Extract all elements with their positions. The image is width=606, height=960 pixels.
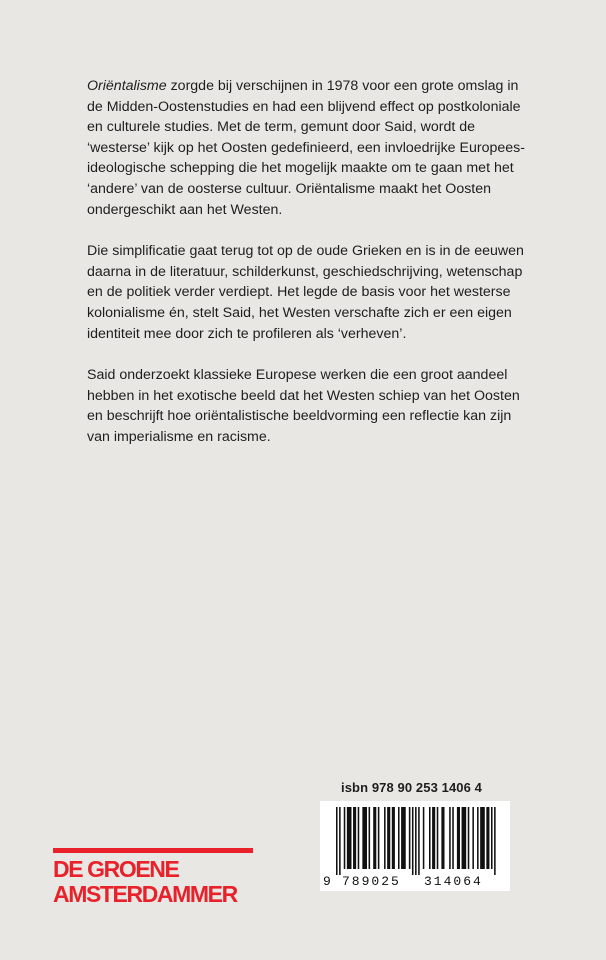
barcode-bar	[429, 807, 431, 869]
de-groene-amsterdammer-logo	[53, 848, 253, 907]
barcode-bar	[369, 807, 371, 869]
barcode-bar	[486, 807, 489, 869]
blurb-paragraph-2: Die simplificatie gaat terug tot op de oude Grieken en is in de eeuwen daarna in de literatuur, schilderkunst, geschiedschrijving, wetenschap en de politiek verder verdiept. Het legde de basis voor het westerse kolonialisme én, stelt Said, het Westen verschafte zich er een eigen identiteit mee door zich te profileren als ‘verheven’.	[87, 243, 524, 342]
logo-line-2: AMSTERDAMMER	[53, 881, 237, 907]
barcode-bar	[392, 807, 395, 869]
barcode-bar	[347, 807, 352, 869]
barcode-bar	[336, 807, 338, 875]
barcode-bar	[373, 807, 376, 869]
blurb-paragraph-3: Said onderzoekt klassieke Europese werken die een groot aandeel hebben in het exotische beeld dat het Westen schiep van het Oosten en beschrijft hoe oriëntalistische beeldvorming een reflectie kan zijn van imperialisme en racisme.	[87, 367, 520, 445]
barcode-digits-right: 314064	[424, 874, 483, 889]
barcode-bar	[384, 807, 386, 869]
barcode-bar	[387, 807, 390, 869]
barcode	[320, 801, 510, 891]
barcode-bar	[457, 807, 460, 869]
barcode-bar	[477, 807, 479, 869]
barcode-graphic	[320, 801, 510, 891]
barcode-bar	[491, 807, 493, 869]
barcode-bar	[398, 807, 400, 869]
barcode-bar	[472, 807, 474, 869]
barcode-bar	[353, 807, 356, 869]
logo-red-bar	[53, 848, 253, 853]
barcode-bar	[358, 807, 360, 869]
barcode-bar	[468, 807, 470, 869]
barcode-bar	[418, 807, 420, 875]
barcode-bar	[423, 807, 425, 869]
barcode-bar	[362, 807, 367, 869]
barcode-bar	[415, 807, 417, 875]
barcode-bar	[437, 807, 439, 869]
blurb-paragraph-1-text: zorgde bij verschijnen in 1978 voor een grote omslag in de Midden-Oostenstudies en had een blijvend effect op postkoloniale en culturele studies. Met de term, gemunt door Said, wordt de ‘westerse’ kijk op het Oosten gedefinieerd, een invloedrijke Europees-ideologische schepping die het mogelijk maakte om te gaan met het ‘andere’ van de oosterse cultuur. Oriëntalisme maakt het Oosten ondergeschikt aan het Westen.	[87, 78, 525, 218]
book-title: Oriëntalisme	[87, 78, 167, 94]
barcode-bar	[480, 807, 485, 869]
back-cover-blurb	[87, 76, 527, 469]
barcode-bar	[344, 807, 346, 869]
logo-line-1: DE GROENE	[53, 856, 179, 882]
barcode-bar	[412, 807, 414, 875]
barcode-bar	[409, 807, 411, 869]
barcode-bar	[339, 807, 341, 875]
barcode-bar	[378, 807, 380, 869]
barcode-bar	[441, 807, 444, 869]
blurb-paragraph-1	[87, 76, 527, 220]
barcode-digits-left: 789025	[342, 874, 401, 889]
barcode-lead-digit: 9	[323, 874, 331, 889]
barcode-bar	[494, 807, 496, 875]
barcode-bar	[432, 807, 435, 869]
isbn-label: isbn 978 90 253 1406 4	[341, 780, 482, 795]
barcode-bar	[462, 807, 467, 869]
barcode-bars	[336, 807, 496, 875]
barcode-bar	[452, 807, 454, 869]
barcode-bar	[449, 807, 451, 869]
barcode-bar	[401, 807, 406, 869]
